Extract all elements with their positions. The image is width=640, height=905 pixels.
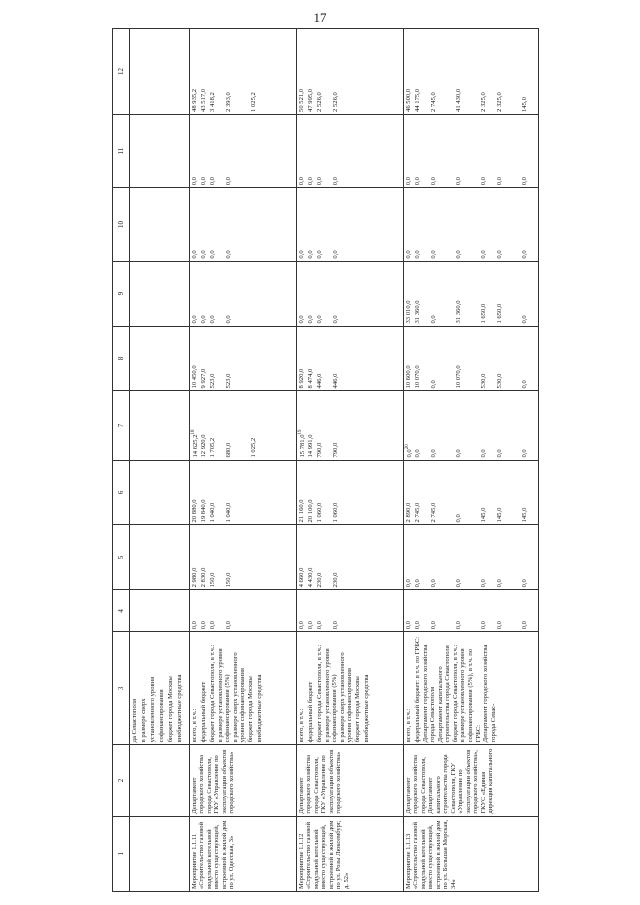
funding-source-line: бюджет города Севастополя, в т.ч.: bbox=[316, 644, 323, 743]
amount-value: 10 600,0 bbox=[405, 365, 412, 389]
measure-name: Мероприятие 1.1.13 «Строительство газовой модульной котельной вместо существующей, встроенной в жилой дом по ул. Большая Морская, 34» bbox=[404, 816, 539, 891]
amount-value bbox=[298, 393, 307, 457]
amount-value: 0,0 bbox=[405, 579, 412, 588]
amount-value: 145,0 bbox=[520, 97, 528, 112]
amount-value: 2 325,0 bbox=[479, 92, 487, 112]
amount-value bbox=[357, 117, 382, 185]
amount-value bbox=[284, 190, 293, 258]
amount-value bbox=[250, 592, 275, 629]
amount-value bbox=[382, 264, 391, 324]
amount-cell-c11 bbox=[297, 114, 404, 187]
amount-value: 0,0 bbox=[316, 250, 323, 259]
amount-value: 0,0 bbox=[520, 177, 528, 186]
amount-value bbox=[250, 264, 275, 324]
funding-source-line: федеральный бюджет bbox=[200, 681, 207, 743]
col-header: 8 bbox=[113, 326, 130, 391]
amount-value bbox=[284, 527, 293, 587]
table-wrapper bbox=[112, 28, 528, 892]
col-header: 1 bbox=[113, 816, 130, 891]
amount-value: 0,0 bbox=[520, 449, 528, 458]
executor: Департамент городского хозяйства города Севастополя, ГКУ «Управление по эксплуатации объектов городского хозяйства» bbox=[297, 745, 404, 816]
amount-value bbox=[382, 117, 391, 185]
amount-value: 523,0 bbox=[209, 373, 216, 389]
amount-value: 48 935,2 bbox=[191, 88, 198, 112]
amount-value bbox=[275, 117, 284, 185]
amount-value: 0,0 bbox=[479, 579, 487, 588]
amount-value-text: 0,0 bbox=[406, 449, 414, 458]
amount-value bbox=[357, 463, 382, 523]
amount-value: 1 025,2 bbox=[249, 437, 257, 458]
amount-value: 0,0 bbox=[332, 177, 340, 186]
amount-cell-c11 bbox=[404, 114, 539, 187]
amount-value: 0,0 bbox=[298, 250, 305, 259]
amount-value: 230,0 bbox=[332, 572, 340, 588]
amount-value: 14 991,0 bbox=[307, 434, 314, 458]
amount-value: 0,0 bbox=[225, 621, 233, 630]
amount-cell-c6 bbox=[190, 460, 297, 525]
funding-source-line: в размере сверх установленного уровня софинансирования bbox=[338, 652, 354, 743]
amount-value: 0,0 bbox=[454, 579, 462, 588]
amount-value: 2 830,0 bbox=[200, 567, 207, 588]
amount-value bbox=[357, 527, 382, 587]
amount-value: 2 745,0 bbox=[430, 502, 438, 523]
amount-cell-c4 bbox=[297, 590, 404, 632]
amount-value: 0,0 bbox=[209, 621, 216, 630]
amount-cell-c5 bbox=[404, 525, 539, 590]
amount-cell-c5 bbox=[297, 525, 404, 590]
col-header: 5 bbox=[113, 525, 130, 590]
amount-value: 0,0 bbox=[298, 621, 305, 630]
col-header: 3 bbox=[113, 632, 130, 745]
amount-value bbox=[284, 463, 293, 523]
amount-value: 2 745,0 bbox=[414, 502, 421, 523]
funding-source-line: федеральный бюджет bbox=[307, 681, 314, 743]
amount-value: 0,0 bbox=[307, 250, 314, 259]
amount-value: 145,0 bbox=[479, 507, 487, 523]
amount-value: 0,0 bbox=[495, 579, 503, 588]
amount-value: 0,0 bbox=[414, 579, 421, 588]
amount-value bbox=[391, 592, 400, 629]
amount-value: 0,0 bbox=[307, 315, 314, 324]
amount-cell-c6 bbox=[404, 460, 539, 525]
amount-value bbox=[275, 463, 284, 523]
top-block-sources: да Севастополя в размере сверх установленного уровня софинансирования бюджет города Москвы внебюджетные средства bbox=[130, 632, 190, 745]
amount-value: 0,0 bbox=[316, 177, 323, 186]
measure-name: Мероприятие 1.1.11 «Строительство газовой модульной котельной вместо существующей, встроенной в жилой дом по ул. Одесская, 3» bbox=[190, 816, 297, 891]
footnote-ref: 20 bbox=[405, 444, 410, 450]
amount-value bbox=[250, 329, 275, 389]
amount-value bbox=[275, 190, 284, 258]
amount-value: 1 650,0 bbox=[479, 303, 487, 324]
amount-value: 2 890,0 bbox=[405, 502, 412, 523]
amount-value: 0,0 bbox=[520, 250, 528, 259]
amount-value bbox=[357, 592, 382, 629]
amount-value: 0,0 bbox=[430, 621, 438, 630]
amount-value bbox=[191, 393, 200, 457]
amount-value: 2 526,0 bbox=[316, 92, 323, 112]
amount-value: 2 980,0 bbox=[191, 567, 198, 588]
amount-value: 530,0 bbox=[479, 373, 487, 389]
amount-value: 47 995,0 bbox=[307, 88, 314, 112]
amount-value bbox=[250, 527, 275, 587]
funding-source-line: в размере сверх установленного уровня софинансирования bbox=[231, 652, 247, 743]
measure-name: Мероприятие 1.1.12 «Строительство газовой модульной котельной вместо существующей, встроенной в жилой дом по ул. Розы Люксембург, д. 52» bbox=[297, 816, 404, 891]
amount-value: 0,0 bbox=[430, 250, 438, 259]
amount-value bbox=[250, 190, 275, 258]
amount-value: 43 517,0 bbox=[200, 88, 207, 112]
amount-value bbox=[284, 393, 293, 457]
measures-body bbox=[190, 29, 539, 892]
amount-value bbox=[357, 190, 382, 258]
amount-value: 0,0 bbox=[200, 621, 207, 630]
amount-value: 0,0 bbox=[495, 177, 503, 186]
funding-source-line: Департамент городского хозяйства города Севастополя bbox=[421, 644, 437, 743]
amount-value: 523,0 bbox=[225, 373, 233, 389]
amount-value: 41 430,0 bbox=[454, 88, 462, 112]
funding-source-line: внебюджетные средства bbox=[362, 674, 370, 743]
funding-sources bbox=[190, 632, 297, 745]
column-header-row bbox=[113, 29, 130, 892]
amount-value: 1 040,0 bbox=[225, 502, 233, 523]
amount-value: 0,0 bbox=[479, 177, 487, 186]
amount-value bbox=[391, 463, 400, 523]
amount-cell-c10 bbox=[297, 188, 404, 261]
amount-value: 0,0 bbox=[414, 449, 421, 458]
amount-value bbox=[391, 393, 400, 457]
col-header: 12 bbox=[113, 29, 130, 115]
amount-value: 2 526,0 bbox=[332, 92, 340, 112]
amount-value: 0,0 bbox=[316, 621, 323, 630]
amount-value bbox=[382, 329, 391, 389]
amount-value bbox=[357, 329, 382, 389]
amount-value: 1 650,0 bbox=[495, 303, 503, 324]
funding-source-line: бюджет города Москвы bbox=[353, 676, 361, 743]
amount-cell-c4 bbox=[404, 590, 539, 632]
amount-value: 0,0 bbox=[520, 315, 528, 324]
amount-value: 0,0 bbox=[191, 250, 198, 259]
amount-value: 31 360,0 bbox=[454, 300, 462, 324]
amount-value: 0,0 bbox=[200, 315, 207, 324]
amount-value bbox=[357, 264, 382, 324]
col-header: 10 bbox=[113, 188, 130, 261]
amount-value: 0,0 bbox=[191, 177, 198, 186]
amount-value: 1 060,0 bbox=[316, 502, 323, 523]
amount-value: 4 660,0 bbox=[298, 567, 305, 588]
amount-value: 790,0 bbox=[316, 442, 323, 458]
amount-value: 1 060,0 bbox=[332, 502, 340, 523]
amount-value bbox=[391, 264, 400, 324]
amount-value: 19 840,0 bbox=[200, 499, 207, 523]
amount-value: 3 418,2 bbox=[209, 92, 216, 112]
amount-value: 0,0 bbox=[298, 177, 305, 186]
amount-value: 0,0 bbox=[307, 177, 314, 186]
amount-value-text: 15 781,0 bbox=[299, 434, 307, 458]
amount-value: 8 920,0 bbox=[298, 368, 305, 389]
footnote-ref: 19 bbox=[298, 429, 303, 435]
amount-cell-c8 bbox=[190, 326, 297, 391]
amount-value: 0,0 bbox=[430, 579, 438, 588]
amount-value: 0,0 bbox=[454, 449, 462, 458]
amount-value: 0,0 bbox=[454, 514, 462, 523]
amount-value bbox=[275, 264, 284, 324]
amount-value: 4 430,0 bbox=[307, 567, 314, 588]
amount-value: 10 070,0 bbox=[414, 365, 421, 389]
amount-value: 530,0 bbox=[495, 373, 503, 389]
amount-value: 0,0 bbox=[405, 250, 412, 259]
amount-value: 0,0 bbox=[209, 177, 216, 186]
measure-row bbox=[297, 29, 404, 892]
amount-value: 0,0 bbox=[200, 250, 207, 259]
amount-cell-c12 bbox=[404, 29, 539, 115]
amount-value: 33 010,0 bbox=[405, 300, 412, 324]
amount-value: 0,0 bbox=[495, 621, 503, 630]
amount-value: 0,0 bbox=[454, 177, 462, 186]
funding-source-line: в размере установленного уровня софинансирования (5%) bbox=[216, 648, 232, 743]
amount-value: 0,0 bbox=[414, 621, 421, 630]
amount-value bbox=[382, 527, 391, 587]
funding-source-line: бюджет города Севастополя, в т.ч.: bbox=[209, 644, 216, 743]
amount-value: 0,0 bbox=[225, 315, 233, 324]
col-header: 2 bbox=[113, 745, 130, 816]
amount-value bbox=[405, 393, 414, 457]
funding-source-line: Департамент городского хозяйства города Севас- bbox=[482, 644, 497, 743]
amount-value: 21 160,0 bbox=[298, 499, 305, 523]
amount-value: 9 927,0 bbox=[200, 368, 207, 389]
amount-value: 0,0 bbox=[209, 315, 216, 324]
amount-value bbox=[382, 592, 391, 629]
amount-cell-c9 bbox=[404, 261, 539, 326]
amount-value: 8 474,0 bbox=[307, 368, 314, 389]
amount-value bbox=[391, 329, 400, 389]
amount-value: 0,0 bbox=[430, 380, 438, 389]
amount-value: 0,0 bbox=[430, 177, 438, 186]
amount-value: 0,0 bbox=[479, 250, 487, 259]
amount-value-text: 14 625,2 bbox=[192, 434, 200, 458]
measure-row bbox=[190, 29, 297, 892]
amount-value: 0,0 bbox=[479, 449, 487, 458]
amount-value: 0,0 bbox=[332, 315, 340, 324]
amount-value bbox=[391, 117, 400, 185]
amount-value: 1 705,2 bbox=[209, 437, 216, 458]
amount-value: 680,0 bbox=[225, 442, 233, 458]
amount-value: 446,0 bbox=[316, 373, 323, 389]
amount-cell-c7 bbox=[297, 391, 404, 460]
amount-value: 0,0 bbox=[414, 177, 421, 186]
amount-value bbox=[382, 31, 391, 112]
page-number: 17 bbox=[313, 10, 327, 25]
amount-value: 10 070,0 bbox=[454, 365, 462, 389]
col-header: 9 bbox=[113, 261, 130, 326]
amount-value bbox=[275, 31, 284, 112]
amount-cell-c10 bbox=[404, 188, 539, 261]
amount-value bbox=[275, 527, 284, 587]
amount-cell-c4 bbox=[190, 590, 297, 632]
amount-cell-c6 bbox=[297, 460, 404, 525]
budget-table bbox=[112, 28, 539, 892]
amount-value: 20 100,0 bbox=[307, 499, 314, 523]
funding-source-line: бюджет города Севастополя, в т.ч.: bbox=[451, 644, 459, 743]
footnote-ref: 18 bbox=[191, 429, 196, 435]
rotated-table-area bbox=[112, 28, 528, 892]
funding-source-line: внебюджетные средства bbox=[255, 674, 263, 743]
amount-value bbox=[250, 117, 275, 185]
col-header: 4 bbox=[113, 590, 130, 632]
amount-value: 150,0 bbox=[225, 572, 233, 588]
amount-value: 145,0 bbox=[495, 507, 503, 523]
col-header: 6 bbox=[113, 460, 130, 525]
amount-value: 10 450,0 bbox=[191, 365, 198, 389]
amount-value bbox=[284, 592, 293, 629]
funding-source-line: бюджет города Москвы bbox=[246, 676, 254, 743]
amount-value: 0,0 bbox=[520, 621, 528, 630]
amount-value: 1 025,2 bbox=[249, 92, 257, 112]
amount-value: 0,0 bbox=[405, 621, 412, 630]
amount-value: 46 500,0 bbox=[405, 88, 412, 112]
amount-value: 150,0 bbox=[209, 572, 216, 588]
amount-cell-c7 bbox=[404, 391, 539, 460]
amount-value: 230,0 bbox=[316, 572, 323, 588]
funding-source-line: Департамент капитального строительства города Севастополя bbox=[436, 645, 452, 743]
amount-cell-c9 bbox=[190, 261, 297, 326]
amount-value: 0,0 bbox=[495, 449, 503, 458]
amount-value: 0,0 bbox=[454, 621, 462, 630]
amount-value bbox=[357, 393, 382, 457]
funding-source-line: в размере установленного уровня софинансирования (5%), в т.ч. по ГРБС: bbox=[459, 648, 482, 743]
amount-value: 145,0 bbox=[520, 507, 528, 523]
amount-value bbox=[275, 329, 284, 389]
amount-value bbox=[284, 117, 293, 185]
amount-value: 0,0 bbox=[298, 315, 305, 324]
amount-value: 0,0 bbox=[200, 177, 207, 186]
funding-source-line: всего, в т.ч.: bbox=[298, 708, 305, 743]
amount-value: 0,0 bbox=[191, 315, 198, 324]
amount-value bbox=[284, 329, 293, 389]
funding-source-line: федеральный бюджет: в т.ч. по ГРБС: bbox=[414, 636, 421, 743]
amount-value: 31 360,0 bbox=[414, 300, 421, 324]
funding-source-line: в размере установленного уровня софинансирования (5%) bbox=[323, 648, 339, 743]
amount-value: 0,0 bbox=[209, 250, 216, 259]
amount-value: 1 040,0 bbox=[209, 502, 216, 523]
amount-value bbox=[284, 31, 293, 112]
amount-value: 0,0 bbox=[479, 621, 487, 630]
amount-value: 44 175,0 bbox=[414, 88, 421, 112]
amount-value: 2 393,0 bbox=[225, 92, 233, 112]
amount-value bbox=[391, 190, 400, 258]
amount-cell-c12 bbox=[297, 29, 404, 115]
amount-value: 0,0 bbox=[454, 250, 462, 259]
amount-value bbox=[284, 264, 293, 324]
amount-value: 0,0 bbox=[332, 250, 340, 259]
amount-value: 50 521,0 bbox=[298, 88, 305, 112]
amount-value: 2 325,0 bbox=[495, 92, 503, 112]
amount-cell-c9 bbox=[297, 261, 404, 326]
amount-cell-c5 bbox=[190, 525, 297, 590]
amount-value: 0,0 bbox=[405, 177, 412, 186]
amount-value: 20 880,0 bbox=[191, 499, 198, 523]
amount-value bbox=[382, 393, 391, 457]
measure-row bbox=[404, 29, 539, 892]
executor: Департамент городского хозяйства города Севастополя, ГКУ «Управление по эксплуатации объектов городского хозяйства» bbox=[190, 745, 297, 816]
amount-value: 0,0 bbox=[430, 315, 438, 324]
amount-value bbox=[275, 592, 284, 629]
amount-cell-c7 bbox=[190, 391, 297, 460]
amount-value: 0,0 bbox=[495, 250, 503, 259]
amount-cell-c12 bbox=[190, 29, 297, 115]
funding-source-line: всего, в т.ч.: bbox=[191, 708, 198, 743]
amount-value: 0,0 bbox=[520, 380, 528, 389]
amount-value: 0,0 bbox=[225, 177, 233, 186]
amount-cell-c11 bbox=[190, 114, 297, 187]
amount-value: 0,0 bbox=[225, 250, 233, 259]
amount-value: 790,0 bbox=[332, 442, 340, 458]
amount-value bbox=[382, 190, 391, 258]
amount-value: 0,0 bbox=[414, 250, 421, 259]
funding-sources bbox=[404, 632, 539, 745]
amount-value: 12 920,0 bbox=[200, 434, 207, 458]
amount-cell-c8 bbox=[404, 326, 539, 391]
amount-value: 0,0 bbox=[520, 579, 528, 588]
amount-value bbox=[275, 393, 284, 457]
amount-value bbox=[250, 463, 275, 523]
funding-sources bbox=[297, 632, 404, 745]
amount-value: 0,0 bbox=[430, 449, 438, 458]
amount-value bbox=[357, 31, 382, 112]
amount-value: 2 745,0 bbox=[430, 92, 438, 112]
amount-value bbox=[391, 31, 400, 112]
amount-value: 0,0 bbox=[316, 315, 323, 324]
col-header: 7 bbox=[113, 391, 130, 460]
amount-cell-c10 bbox=[190, 188, 297, 261]
amount-value: 0,0 bbox=[332, 621, 340, 630]
amount-value: 446,0 bbox=[332, 373, 340, 389]
executor: Департамент городского хозяйства города Севастополя, Департамент капитального строительства города Севастополя, ГКУ «Управление по эксплуатации объектов городского хозяйства», ГКУС «Единая дирекция капитального bbox=[404, 745, 539, 816]
amount-cell-c8 bbox=[297, 326, 404, 391]
amount-value bbox=[382, 463, 391, 523]
amount-value: 0,0 bbox=[307, 621, 314, 630]
amount-value: 0,0 bbox=[191, 621, 198, 630]
col-header: 11 bbox=[113, 114, 130, 187]
amount-value bbox=[391, 527, 400, 587]
funding-source-line: всего, в т.ч.: bbox=[405, 708, 412, 743]
top-block-row bbox=[130, 29, 190, 892]
